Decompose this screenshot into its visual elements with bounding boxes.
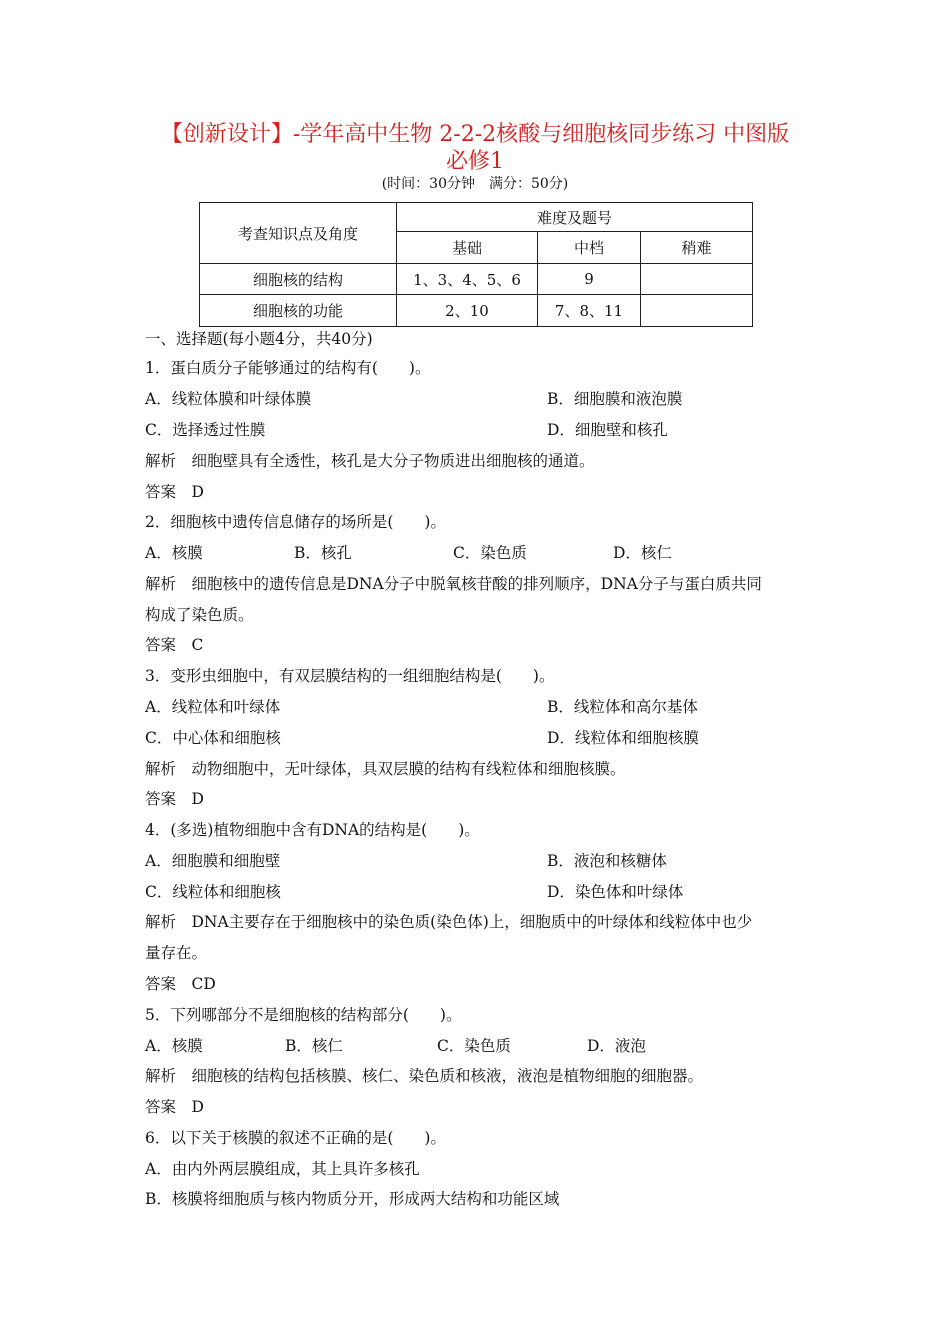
question-4-option-b: B．液泡和核糖体	[547, 852, 667, 870]
question-2-answer: 答案 C	[145, 636, 204, 654]
table-cell-hard	[641, 295, 753, 327]
question-4-analysis-cont: 量存在。	[145, 944, 208, 962]
table-cell-basic: 2、10	[397, 295, 538, 327]
table-header-difficulty: 难度及题号	[397, 203, 753, 232]
question-2-stem: 2．细胞核中遗传信息储存的场所是( )。	[145, 513, 446, 531]
question-5-option-a: A．核膜	[145, 1037, 203, 1055]
question-5-option-b: B．核仁	[285, 1037, 343, 1055]
question-2-option-b: B．核孔	[294, 544, 352, 562]
question-1-option-c: C．选择透过性膜	[145, 421, 266, 439]
table-header-basic: 基础	[397, 232, 538, 264]
knowledge-point-table	[199, 202, 753, 327]
question-2-option-a: A．核膜	[145, 544, 203, 562]
table-header-mid: 中档	[538, 232, 641, 264]
question-2-analysis-cont: 构成了染色质。	[145, 606, 254, 624]
question-4-analysis: 解析 DNA主要存在于细胞核中的染色质(染色体)上，细胞质中的叶绿体和线粒体中也少	[145, 913, 753, 931]
question-4-option-c: C．线粒体和细胞核	[145, 883, 281, 901]
question-4-stem: 4．(多选)植物细胞中含有DNA的结构是( )。	[145, 821, 480, 839]
table-cell-mid: 9	[538, 264, 641, 295]
time-score-info: (时间：30分钟 满分：50分)	[381, 176, 569, 192]
table-cell-mid: 7、8、11	[538, 295, 641, 327]
question-5-stem: 5．下列哪部分不是细胞核的结构部分( )。	[145, 1006, 462, 1024]
question-3-option-d: D．线粒体和细胞核膜	[547, 729, 699, 747]
question-6-option-a: A．由内外两层膜组成，其上具许多核孔	[145, 1160, 420, 1178]
question-2-option-c: C．染色质	[453, 544, 527, 562]
table-cell-hard	[641, 264, 753, 295]
question-2-analysis: 解析 细胞核中的遗传信息是DNA分子中脱氧核苷酸的排列顺序，DNA分子与蛋白质共同	[145, 575, 762, 593]
question-5-option-c: C．染色质	[437, 1037, 511, 1055]
question-3-answer: 答案 D	[145, 790, 204, 808]
question-1-option-d: D．细胞壁和核孔	[547, 421, 668, 439]
table-cell-topic: 细胞核的结构	[200, 264, 397, 295]
question-3-option-a: A．线粒体和叶绿体	[145, 698, 281, 716]
question-1-answer: 答案 D	[145, 483, 204, 501]
question-1-option-b: B．细胞膜和液泡膜	[547, 390, 683, 408]
table-row	[200, 295, 753, 327]
table-header-topic: 考查知识点及角度	[200, 203, 397, 264]
question-5-answer: 答案 D	[145, 1098, 204, 1116]
section-heading: 一、选择题(每小题4分，共40分)	[145, 330, 373, 348]
question-4-answer: 答案 CD	[145, 975, 216, 993]
question-4-option-d: D．染色体和叶绿体	[547, 883, 684, 901]
question-6-stem: 6．以下关于核膜的叙述不正确的是( )。	[145, 1129, 446, 1147]
question-1-analysis: 解析 细胞壁具有全透性，核孔是大分子物质进出细胞核的通道。	[145, 452, 595, 470]
question-4-option-a: A．细胞膜和细胞壁	[145, 852, 281, 870]
question-3-option-b: B．线粒体和高尔基体	[547, 698, 698, 716]
question-3-analysis: 解析 动物细胞中，无叶绿体，具双层膜的结构有线粒体和细胞核膜。	[145, 760, 626, 778]
question-5-analysis: 解析 细胞核的结构包括核膜、核仁、染色质和核液，液泡是植物细胞的细胞器。	[145, 1067, 704, 1085]
question-3-option-c: C．中心体和细胞核	[145, 729, 281, 747]
question-6-option-b: B．核膜将细胞质与核内物质分开，形成两大结构和功能区域	[145, 1190, 560, 1208]
document-title-line1: 【创新设计】-学年高中生物 2-2-2核酸与细胞核同步练习 中图版	[160, 122, 790, 147]
table-row	[200, 264, 753, 295]
question-3-stem: 3．变形虫细胞中，有双层膜结构的一组细胞结构是( )。	[145, 667, 555, 685]
question-5-option-d: D．液泡	[587, 1037, 646, 1055]
question-1-option-a: A．线粒体膜和叶绿体膜	[145, 390, 312, 408]
question-2-option-d: D．核仁	[613, 544, 672, 562]
question-1-stem: 1．蛋白质分子能够通过的结构有( )。	[145, 359, 431, 377]
table-cell-basic: 1、3、4、5、6	[397, 264, 538, 295]
document-title-line2: 必修1	[446, 149, 504, 174]
table-cell-topic: 细胞核的功能	[200, 295, 397, 327]
table-header-hard: 稍难	[641, 232, 753, 264]
